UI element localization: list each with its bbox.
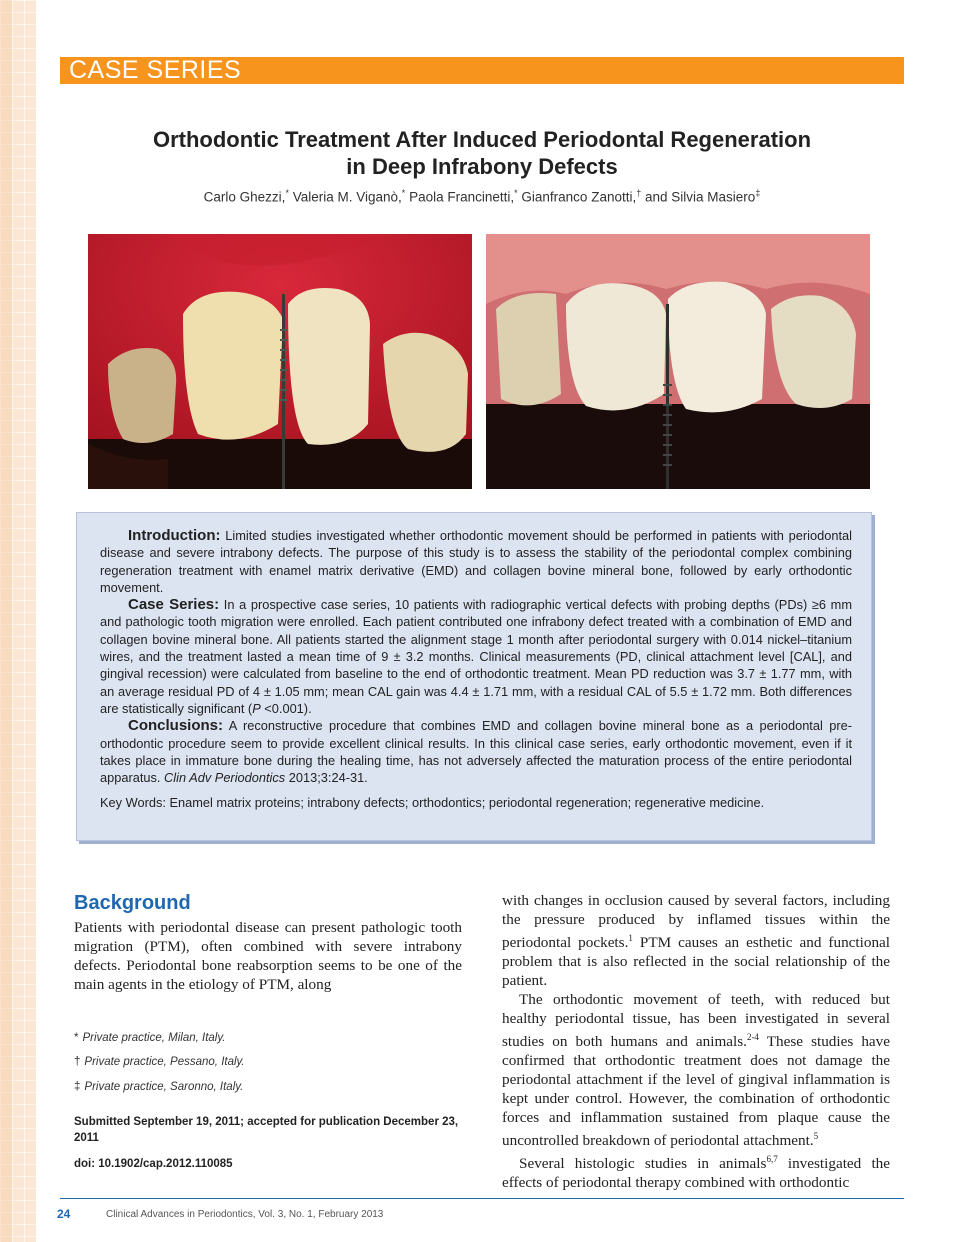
section-banner [60,57,904,84]
body-text: with changes in occlusion caused by several factors, including the pressure produced by inflamed tissues within the periodontal pockets. [502,892,890,952]
author-mark: ‡ [755,188,761,198]
article-title-line-2: in Deep Infrabony Defects [346,154,618,179]
body-paragraph [502,1150,890,1192]
abstract-introduction-heading: Introduction: [128,527,221,544]
footnote [74,1032,225,1044]
author: and Silvia Masiero [645,189,756,205]
body-column-left [74,918,462,994]
abstract-p-symbol: P [252,700,261,716]
author: Gianfranco Zanotti, [521,189,637,205]
body-text: Patients with periodontal disease can present pathologic tooth migration (PTM), often combined with severe intrabony defects. Periodontal bone reabsorption seems to be one of the main agents in the etiology of PTM, along [74,919,462,993]
body-text: These studies have confirmed that orthodontic treatment does not damage the periodontal attachment if the level of gingival inflammation is kept under control. However, the combination of orthodontic forces and inflammation sustained from plaque cause the uncontrolled breakdown of periodontal attachment. [502,1033,890,1150]
body-paragraph [502,990,890,1150]
author-mark: * [401,188,406,198]
article-title-line-1: Orthodontic Treatment After Induced Periodontal Regeneration [152,127,812,152]
abstract-conclusions-heading: Conclusions: [128,717,224,735]
abstract-conclusions-text: A reconstructive procedure that combines EMD and collagen bovine mineral bone as a periodontal pre-orthodontic procedure seem to provide excellent clinical results. In this clinical case series, early orthodontic movement, even if it takes place in immature bone during the healing time, has not adversely affected the maturation process of the entire periodontal apparatus. [100,718,852,786]
reference-mark: 6,7 [766,1154,778,1165]
footnote-text: Private practice, Saronno, Italy. [84,1081,244,1093]
footnote [74,1056,245,1068]
submission-dates: Submitted September 19, 2011; accepted for publication December 23, 2011 [74,1116,459,1144]
abstract-case-series [100,596,852,717]
reference-mark: 2-4 [746,1032,759,1043]
body-column-right [502,891,890,1192]
doi-link[interactable]: doi: 10.1902/cap.2012.110085 [74,1158,233,1170]
abstract-introduction-text: Limited studies investigated whether orthodontic movement should be performed in patients with periodontal disease and severe intrabony defects. The purpose of this study is to assess the stability of the periodontal complex combining regeneration treatment with enamel matrix derivative (EMD) and collagen bovine mineral bone, followed by early orthodontic movement. [100,528,852,595]
footnote-mark: ‡ [74,1081,81,1093]
author-mark: * [514,188,518,198]
background-heading: Background [74,892,191,914]
author-mark: * [285,188,289,198]
body-text: investigated the effects of periodontal therapy combined with orthodontic [502,1155,890,1192]
body-text: Several histologic studies in animals [519,1155,767,1173]
abstract-box [76,512,872,841]
footnote-text: Private practice, Pessano, Italy. [84,1056,245,1068]
footnote-mark: * [74,1032,79,1044]
author: Paola Francinetti, [409,189,515,205]
abstract-conclusions [100,717,852,786]
citation-details: 2013;3:24-31. [285,770,368,786]
abstract-introduction [100,527,852,596]
body-text: The orthodontic movement of teeth, with reduced but healthy periodontal tissue, has been investigated in several studies on both humans and animals. [502,991,890,1051]
author-list [100,188,864,205]
abstract-case-series-end: <0.001). [260,700,312,716]
author-mark: † [636,188,642,198]
author: Carlo Ghezzi, [203,189,286,205]
keywords-heading: Key Words: [100,795,166,811]
section-banner-label: CASE SERIES [69,56,242,84]
body-paragraph [502,891,890,990]
footnote-mark: † [74,1056,81,1068]
keywords-text: Enamel matrix proteins; intrabony defects; orthodontics; periodontal regeneration; regenerative medicine. [165,795,765,811]
author: Valeria M. Viganò, [292,189,402,205]
decorative-side-strip [0,0,36,1242]
abstract-case-series-heading: Case Series: [128,596,220,614]
reference-mark: 1 [628,933,633,943]
clinical-photo-surgery [88,234,472,489]
journal-footer: Clinical Advances in Periodontics, Vol. 3, No. 1, February 2013 [106,1209,384,1220]
footnote [74,1081,243,1093]
page-number: 24 [57,1207,71,1221]
footer-divider [60,1198,904,1199]
footnote-text: Private practice, Milan, Italy. [82,1032,226,1044]
article-title [100,126,864,180]
abstract-case-series-text: In a prospective case series, 10 patients with radiographic vertical defects with probing depths (PDs) ≥6 mm and pathologic tooth migration were enrolled. Each patient contributed one infrabony defect treated with a combination of EMD and collagen bovine mineral bone. All patients started the alignment stage 1 month after periodontal surgery with 0.014 nickel–titanium wires, and the treatment lasted a mean time of 9 ± 3.2 months. Clinical measurements (PD, clinical attachment level [CAL], and gingival recession) were calculated from baseline to the end of orthodontic treatment. Mean PD reduction was 3.7 ± 1.77 mm, with an average residual PD of 4 ± 1.05 mm; mean CAL gain was 4.4 ± 1.71 mm, with a residual CAL of 5.5 ± 1.72 mm. Both differences are statistically significant ( [100,597,852,716]
abstract-keywords [100,794,852,811]
body-text: PTM causes an esthetic and functional problem that is also reflected in the social relationship of the patient. [502,934,891,990]
reference-mark: 5 [813,1131,819,1142]
clinical-photo-post-treatment [486,234,870,489]
citation-journal: Clin Adv Periodontics [164,770,286,786]
